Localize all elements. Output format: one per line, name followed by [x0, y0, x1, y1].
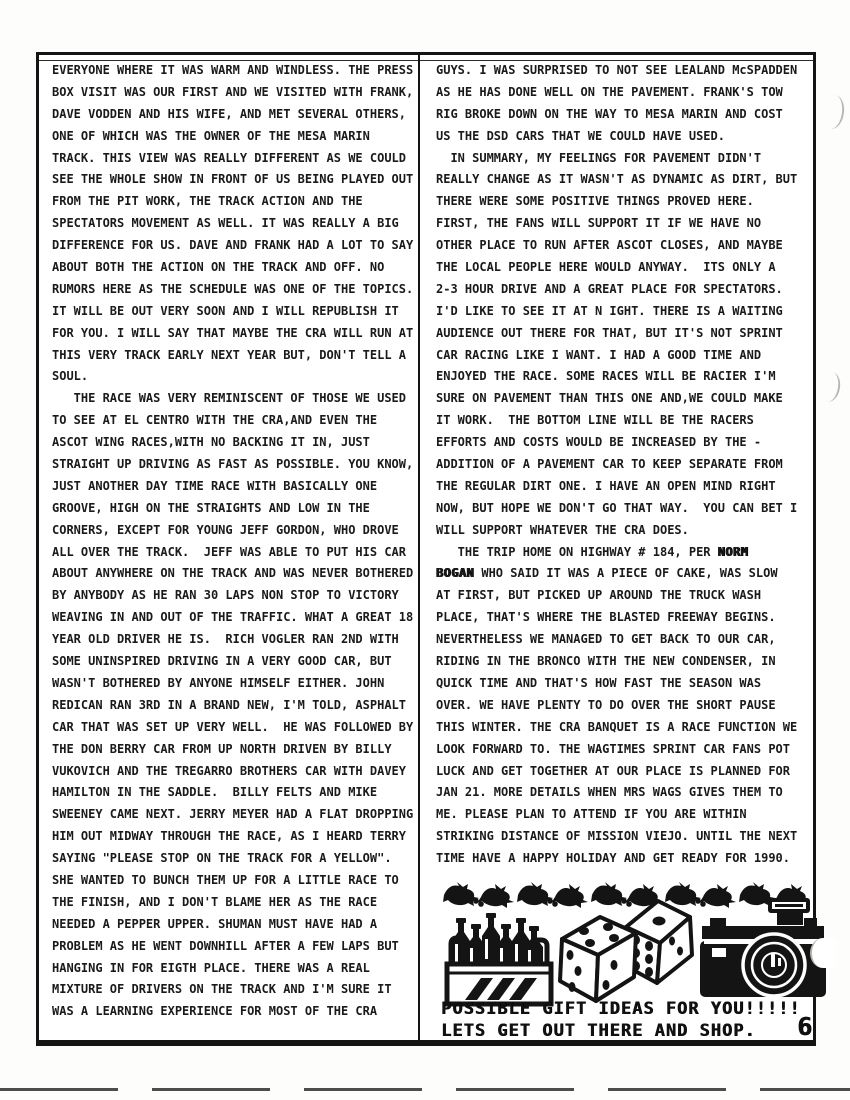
text-line: I'D LIKE TO SEE IT AT N IGHT. THERE IS A WAITING	[436, 303, 783, 318]
text-line: AUDIENCE OUT THERE FOR THAT, BUT IT'S NOT SPRINT	[436, 325, 783, 340]
text-line: RUMORS HERE AS THE SCHEDULE WAS ONE OF THE TOPICS.	[52, 281, 414, 296]
text-line: VUKOVICH AND THE TREGARRO BROTHERS CAR WITH DAVEY	[52, 763, 407, 778]
text-line: ADDITION OF A PAVEMENT CAR TO KEEP SEPARATE FROM	[436, 457, 783, 472]
text-line: PROBLEM AS HE WENT DOWNHILL AFTER A FEW LAPS BUT	[52, 938, 399, 953]
text-line: ENJOYED THE RACE. SOME RACES WILL BE RACIER I'M	[436, 369, 776, 384]
text-line: SHE WANTED TO BUNCH THEM UP FOR A LITTLE RACE TO	[52, 872, 399, 887]
text-line: CORNERS, EXCEPT FOR YOUNG JEFF GORDON, WHO DROVE	[52, 522, 399, 537]
text-line: SAYING "PLEASE STOP ON THE TRACK FOR A YELLOW".	[52, 851, 392, 866]
left-column	[52, 60, 414, 1023]
text-line: FOR YOU. I WILL SAY THAT MAYBE THE CRA WILL RUN AT	[52, 325, 414, 340]
text-line: SEE THE WHOLE SHOW IN FRONT OF US BEING PLAYED OUT	[52, 172, 414, 187]
column-divider	[418, 55, 420, 1043]
text-line: PLACE, THAT'S WHERE THE BLASTED FREEWAY BEGINS.	[436, 610, 776, 625]
text-line: IN SUMMARY, MY FEELINGS FOR PAVEMENT DIDN'T	[436, 150, 762, 165]
text-line: THIS VERY TRACK EARLY NEXT YEAR BUT, DON'T TELL A	[52, 347, 407, 362]
text-line: NEVERTHELESS WE MANAGED TO GET BACK TO OUR CAR,	[436, 632, 776, 647]
text-line: YEAR OLD DRIVER HE IS. RICH VOGLER RAN 2ND WITH	[52, 632, 399, 647]
text-line: JUST ANOTHER DAY TIME RACE WITH BASICALLY ONE	[52, 478, 378, 493]
text-line: OVER. WE HAVE PLENTY TO DO OVER THE SHORT PAUSE	[436, 697, 776, 712]
text-line: MIXTURE OF DRIVERS ON THE TRACK AND I'M SURE IT	[52, 982, 392, 997]
camera-icon	[698, 898, 828, 1006]
text-line: FROM THE PIT WORK, THE TRACK ACTION AND THE	[52, 194, 363, 209]
text-line: NOW, BUT HOPE WE DON'T GO THAT WAY. YOU CAN BET I	[436, 500, 798, 515]
text-line: BOX VISIT WAS OUR FIRST AND WE VISITED WITH FRANK,	[52, 84, 414, 99]
text-line: FIRST, THE FANS WILL SUPPORT IT IF WE HAVE NO	[436, 216, 762, 231]
pair-of-dice-icon	[556, 893, 698, 1013]
text-line: THIS WINTER. THE CRA BANQUET IS A RACE FUNCTION WE	[436, 719, 798, 734]
text-line: WEAVING IN AND OUT OF THE TRAFFIC. WHAT A GREAT 18	[52, 610, 414, 625]
text-line: HANGING IN FOR EIGTH PLACE. THERE WAS A REAL	[52, 960, 370, 975]
text-line: QUICK TIME AND THAT'S HOW FAST THE SEASON WAS	[436, 675, 762, 690]
text-line: DAVE VODDEN AND HIS WIFE, AND MET SEVERAL OTHERS,	[52, 106, 407, 121]
text-line: CAR THAT WAS SET UP VERY WELL. HE WAS FOLLOWED BY	[52, 719, 414, 734]
text-line: THE FINISH, AND I DON'T BLAME HER AS THE RACE	[52, 894, 378, 909]
text-line: US THE DSD CARS THAT WE COULD HAVE USED.	[436, 128, 725, 143]
text-line: OTHER PLACE TO RUN AFTER ASCOT CLOSES, AND MAYBE	[436, 238, 783, 253]
text-line: SURE ON PAVEMENT THAN THIS ONE AND,WE COULD MAKE	[436, 391, 783, 406]
text-line: GROOVE, HIGH ON THE STRAIGHTS AND LOW IN THE	[52, 500, 370, 515]
text-line: JAN 21. MORE DETAILS WHEN MRS WAGS GIVES THEM TO	[436, 785, 783, 800]
text-line: REDICAN RAN 3RD IN A BRAND NEW, I'M TOLD, ASPHALT	[52, 697, 407, 712]
text-line: RIG BROKE DOWN ON THE WAY TO MESA MARIN AND COST	[436, 106, 783, 121]
text-line: WASN'T BOTHERED BY ANYONE HIMSELF EITHER. JOHN	[52, 675, 385, 690]
text-line: LOOK FORWARD TO. THE WAGTIMES SPRINT CAR FANS POT	[436, 741, 791, 756]
text-line: ASCOT WING RACES,WITH NO BACKING IT IN, JUST	[52, 435, 370, 450]
text-line: BY ANYBODY AS HE RAN 30 LAPS NON STOP TO VICTORY	[52, 588, 399, 603]
text-line: AT FIRST, BUT PICKED UP AROUND THE TRUCK WASH	[436, 588, 762, 603]
text-line: CAR RACING LIKE I WANT. I HAD A GOOD TIME AND	[436, 347, 762, 362]
page-number: 6	[797, 1012, 813, 1041]
text-line: ALL OVER THE TRACK. JEFF WAS ABLE TO PUT HIS CAR	[52, 544, 407, 559]
text-line: 2-3 HOUR DRIVE AND A GREAT PLACE FOR SPECTATORS.	[436, 281, 783, 296]
text-line: THE REGULAR DIRT ONE. I HAVE AN OPEN MIND RIGHT	[436, 478, 776, 493]
text-line: IT WORK. THE BOTTOM LINE WILL BE THE RACERS	[436, 413, 754, 428]
text-line: THE LOCAL PEOPLE HERE WOULD ANYWAY. ITS ONLY A	[436, 260, 776, 275]
text-line: EVERYONE WHERE IT WAS WARM AND WINDLESS. THE PRESS	[52, 63, 414, 77]
text-line: SWEENEY CAME NEXT. JERRY MEYER HAD A FLAT DROPPING	[52, 807, 414, 822]
scan-edge-line	[0, 1088, 850, 1091]
page-curl-artifact	[810, 938, 836, 968]
text-line: TO SEE AT EL CENTRO WITH THE CRA,AND EVEN THE	[52, 413, 378, 428]
text-line: SPECTATORS MOVEMENT AS WELL. IT WAS REALLY A BIG	[52, 216, 399, 231]
text-line: ONE OF WHICH WAS THE OWNER OF THE MESA MARIN	[52, 128, 370, 143]
text-line: TRACK. THIS VIEW WAS REALLY DIFFERENT AS WE COULD	[52, 150, 407, 165]
text-line: SOUL.	[52, 369, 89, 384]
text-line: HIM OUT MIDWAY THROUGH THE RACE, AS I HEARD TERRY	[52, 829, 407, 844]
bottle-six-pack-icon	[443, 912, 555, 1012]
text-line: HAMILTON IN THE SADDLE. BILLY FELTS AND MIKE	[52, 785, 378, 800]
text-line: EFFORTS AND COSTS WOULD BE INCREASED BY THE -	[436, 435, 762, 450]
gift-caption-line1: POSSIBLE GIFT IDEAS FOR YOU!!!!!	[441, 999, 801, 1019]
text-line: IT WILL BE OUT VERY SOON AND I WILL REPUBLISH IT	[52, 303, 399, 318]
text-line: THE TRIP HOME ON HIGHWAY # 184, PER NORM	[436, 544, 749, 559]
text-line: WAS A LEARNING EXPERIENCE FOR MOST OF THE CRA	[52, 1004, 378, 1019]
text-line: ABOUT ANYWHERE ON THE TRACK AND WAS NEVER BOTHERED	[52, 566, 414, 581]
page-curl-artifact	[820, 94, 847, 131]
text-line: GUYS. I WAS SURPRISED TO NOT SEE LEALAND McSPADDEN	[436, 63, 798, 77]
text-line: THE RACE WAS VERY REMINISCENT OF THOSE WE USED	[52, 391, 407, 406]
text-line: BOGAN WHO SAID IT WAS A PIECE OF CAKE, WAS SLOW	[436, 566, 778, 581]
text-line: STRIKING DISTANCE OF MISSION VIEJO. UNTIL THE NEXT	[436, 829, 798, 844]
text-line: NEEDED A PEPPER UPPER. SHUMAN MUST HAVE HAD A	[52, 916, 378, 931]
right-column	[436, 60, 806, 870]
text-line: ABOUT BOTH THE ACTION ON THE TRACK AND OFF. NO	[52, 260, 385, 275]
text-line: THE DON BERRY CAR FROM UP NORTH DRIVEN BY BILLY	[52, 741, 392, 756]
text-line: TIME HAVE A HAPPY HOLIDAY AND GET READY FOR 1990.	[436, 851, 791, 866]
text-line: STRAIGHT UP DRIVING AS FAST AS POSSIBLE. YOU KNOW,	[52, 457, 414, 472]
text-line: DIFFERENCE FOR US. DAVE AND FRANK HAD A LOT TO SAY	[52, 238, 414, 253]
text-line: LUCK AND GET TOGETHER AT OUR PLACE IS PLANNED FOR	[436, 763, 791, 778]
text-line: ME. PLEASE PLAN TO ATTEND IF YOU ARE WITHIN	[436, 807, 747, 822]
text-line: THERE WERE SOME POSITIVE THINGS PROVED HERE.	[436, 194, 754, 209]
text-line: REALLY CHANGE AS IT WASN'T AS DYNAMIC AS DIRT, BUT	[436, 172, 798, 187]
text-line: SOME UNINSPIRED DRIVING IN A VERY GOOD CAR, BUT	[52, 654, 392, 669]
text-line: AS HE HAS DONE WELL ON THE PAVEMENT. FRANK'S TOW	[436, 84, 783, 99]
page-curl-artifact	[818, 370, 843, 403]
text-line: WILL SUPPORT WHATEVER THE CRA DOES.	[436, 522, 689, 537]
text-line: RIDING IN THE BRONCO WITH THE NEW CONDENSER, IN	[436, 654, 776, 669]
gift-caption-line2: LETS GET OUT THERE AND SHOP.	[441, 1021, 756, 1041]
